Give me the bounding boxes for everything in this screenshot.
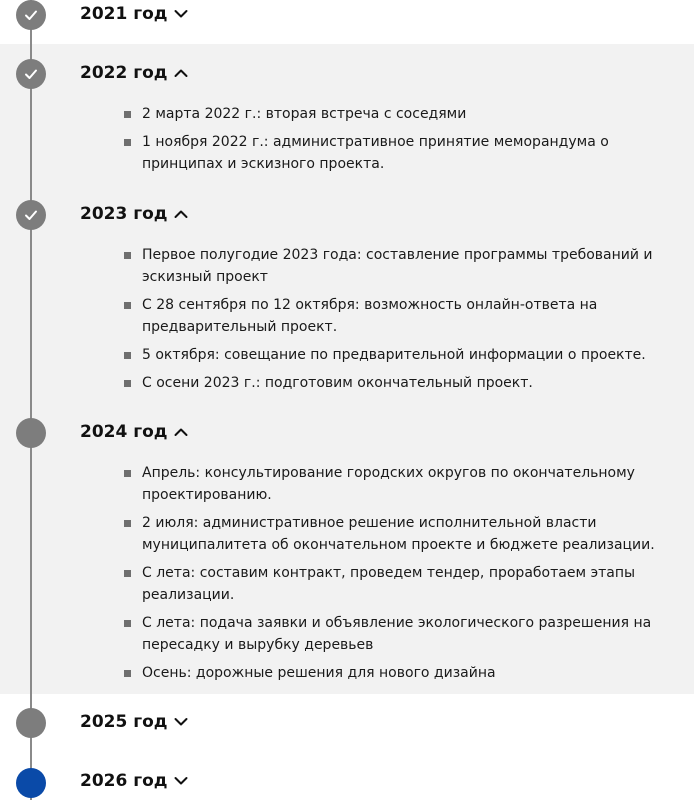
year-marker-completed xyxy=(16,59,46,89)
year-title: 2026 год xyxy=(80,771,168,791)
list-item xyxy=(124,612,664,656)
bullet xyxy=(124,380,131,387)
year-marker-current xyxy=(16,768,46,798)
event-text: 1 ноября 2022 г.: административное принятие меморандума о принципах и эскизного проекта. xyxy=(142,134,609,172)
chevron-up-icon xyxy=(174,68,188,78)
year-toggle-2022[interactable] xyxy=(80,63,188,83)
bullet xyxy=(124,352,131,359)
chevron-down-icon xyxy=(174,9,188,19)
year-title: 2024 год xyxy=(80,422,168,442)
year-title: 2021 год xyxy=(80,4,168,24)
list-item xyxy=(124,562,664,606)
event-text: Осень: дорожные решения для нового дизайна xyxy=(142,665,496,681)
list-item xyxy=(124,344,664,366)
list-item xyxy=(124,512,664,556)
check-icon xyxy=(24,208,38,222)
bullet xyxy=(124,570,131,577)
year-events xyxy=(124,244,664,400)
year-marker-completed xyxy=(16,200,46,230)
year-toggle-2021[interactable] xyxy=(80,4,188,24)
bullet xyxy=(124,302,131,309)
list-item xyxy=(124,244,664,288)
bullet xyxy=(124,520,131,527)
event-text: Апрель: консультирование городских округов по окончательному проектированию. xyxy=(142,465,635,503)
list-item xyxy=(124,372,664,394)
timeline-line xyxy=(30,0,32,800)
year-toggle-2026[interactable] xyxy=(80,771,188,791)
list-item xyxy=(124,294,664,338)
bullet xyxy=(124,111,131,118)
bullet xyxy=(124,139,131,146)
list-item xyxy=(124,662,664,684)
list-item xyxy=(124,131,664,175)
year-marker xyxy=(16,418,46,448)
year-events xyxy=(124,462,664,690)
check-icon xyxy=(24,67,38,81)
list-item xyxy=(124,103,664,125)
event-text: С осени 2023 г.: подготовим окончательный проект. xyxy=(142,375,533,391)
list-item xyxy=(124,462,664,506)
event-text: Первое полугодие 2023 года: составление программы требований и эскизный проект xyxy=(142,247,653,285)
bullet xyxy=(124,470,131,477)
event-text: 5 октября: совещание по предварительной информации о проекте. xyxy=(142,347,646,363)
event-text: С лета: подача заявки и объявление экологического разрешения на пересадку и вырубку деревьев xyxy=(142,615,652,653)
year-toggle-2023[interactable] xyxy=(80,204,188,224)
year-events xyxy=(124,103,664,181)
bullet xyxy=(124,670,131,677)
event-text: С лета: составим контракт, проведем тендер, проработаем этапы реализации. xyxy=(142,565,636,603)
year-marker-completed xyxy=(16,0,46,30)
year-toggle-2024[interactable] xyxy=(80,422,188,442)
chevron-down-icon xyxy=(174,717,188,727)
bullet xyxy=(124,252,131,259)
year-toggle-2025[interactable] xyxy=(80,712,188,732)
year-title: 2023 год xyxy=(80,204,168,224)
chevron-up-icon xyxy=(174,209,188,219)
year-marker xyxy=(16,708,46,738)
year-title: 2022 год xyxy=(80,63,168,83)
year-title: 2025 год xyxy=(80,712,168,732)
event-text: 2 июля: административное решение исполнительной власти муниципалитета об окончательном проекте и бюджете реализации. xyxy=(142,515,655,553)
event-text: С 28 сентября по 12 октября: возможность онлайн-ответа на предварительный проект. xyxy=(142,297,598,335)
bullet xyxy=(124,620,131,627)
chevron-up-icon xyxy=(174,427,188,437)
event-text: 2 марта 2022 г.: вторая встреча с соседями xyxy=(142,106,467,122)
check-icon xyxy=(24,8,38,22)
chevron-down-icon xyxy=(174,776,188,786)
